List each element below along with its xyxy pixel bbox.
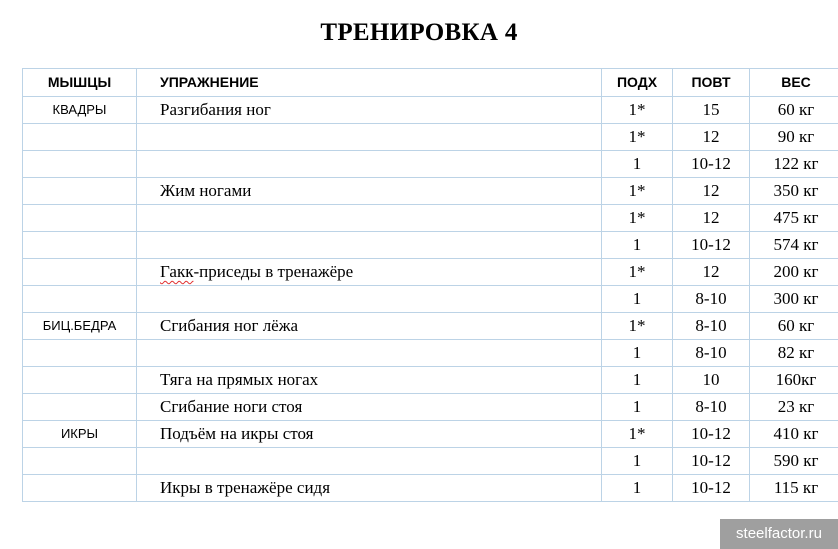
reps-cell: 8-10 — [673, 394, 750, 421]
sets-cell: 1* — [602, 97, 673, 124]
weight-cell: 160кг — [750, 367, 838, 394]
header-muscle: МЫШЦЫ — [23, 69, 137, 97]
reps-cell: 8-10 — [673, 286, 750, 313]
reps-cell: 12 — [673, 205, 750, 232]
sets-cell: 1 — [602, 475, 673, 502]
weight-cell: 23 кг — [750, 394, 838, 421]
muscle-cell — [23, 205, 137, 232]
exercise-cell: Подъём на икры стоя — [137, 421, 602, 448]
sets-cell: 1* — [602, 124, 673, 151]
exercise-cell: Разгибания ног — [137, 97, 602, 124]
table-row — [23, 367, 838, 394]
weight-cell: 475 кг — [750, 205, 838, 232]
exercise-cell — [137, 340, 602, 367]
table-row — [23, 124, 838, 151]
reps-cell: 10-12 — [673, 475, 750, 502]
exercise-cell: Сгибания ног лёжа — [137, 313, 602, 340]
muscle-cell — [23, 259, 137, 286]
exercise-cell — [137, 232, 602, 259]
reps-cell: 12 — [673, 259, 750, 286]
exercise-cell — [137, 124, 602, 151]
reps-cell: 10-12 — [673, 151, 750, 178]
exercise-text: -приседы в тренажёре — [193, 262, 354, 281]
sets-cell: 1 — [602, 151, 673, 178]
weight-cell: 410 кг — [750, 421, 838, 448]
exercise-cell — [137, 205, 602, 232]
table-row — [23, 394, 838, 421]
exercise-cell — [137, 448, 602, 475]
exercise-cell: Жим ногами — [137, 178, 602, 205]
exercise-cell — [137, 286, 602, 313]
muscle-cell: БИЦ.БЕДРА — [23, 313, 137, 340]
sets-cell: 1* — [602, 313, 673, 340]
muscle-cell — [23, 151, 137, 178]
weight-cell: 60 кг — [750, 97, 838, 124]
table-row — [23, 313, 838, 340]
sets-cell: 1* — [602, 421, 673, 448]
table-row — [23, 475, 838, 502]
weight-cell: 200 кг — [750, 259, 838, 286]
exercise-cell: Сгибание ноги стоя — [137, 394, 602, 421]
weight-cell: 300 кг — [750, 286, 838, 313]
sets-cell: 1* — [602, 178, 673, 205]
header-reps: ПОВТ — [673, 69, 750, 97]
sets-cell: 1 — [602, 394, 673, 421]
header-exercise: УПРАЖНЕНИЕ — [137, 69, 602, 97]
muscle-cell — [23, 448, 137, 475]
sets-cell: 1 — [602, 286, 673, 313]
muscle-cell — [23, 340, 137, 367]
exercise-cell: Тяга на прямых ногах — [137, 367, 602, 394]
table-row — [23, 151, 838, 178]
watermark-badge: steelfactor.ru — [720, 519, 838, 549]
muscle-cell — [23, 232, 137, 259]
reps-cell: 8-10 — [673, 313, 750, 340]
workout-table — [22, 68, 838, 502]
muscle-cell: КВАДРЫ — [23, 97, 137, 124]
weight-cell: 82 кг — [750, 340, 838, 367]
header-sets: ПОДХ — [602, 69, 673, 97]
exercise-cell — [137, 151, 602, 178]
table-row — [23, 286, 838, 313]
reps-cell: 10-12 — [673, 421, 750, 448]
sets-cell: 1 — [602, 367, 673, 394]
muscle-cell: ИКРЫ — [23, 421, 137, 448]
table-row — [23, 259, 838, 286]
spellcheck-word: Гакк — [160, 262, 194, 281]
exercise-cell: Икры в тренажёре сидя — [137, 475, 602, 502]
weight-cell: 350 кг — [750, 178, 838, 205]
muscle-cell — [23, 367, 137, 394]
header-weight: ВЕС — [750, 69, 838, 97]
page-title: ТРЕНИРОВКА 4 — [320, 19, 518, 46]
reps-cell: 8-10 — [673, 340, 750, 367]
muscle-cell — [23, 286, 137, 313]
table-row — [23, 421, 838, 448]
reps-cell: 10-12 — [673, 448, 750, 475]
reps-cell: 10 — [673, 367, 750, 394]
reps-cell: 12 — [673, 124, 750, 151]
weight-cell: 115 кг — [750, 475, 838, 502]
exercise-cell — [137, 259, 602, 286]
sets-cell: 1* — [602, 205, 673, 232]
sets-cell: 1 — [602, 340, 673, 367]
weight-cell: 122 кг — [750, 151, 838, 178]
weight-cell: 60 кг — [750, 313, 838, 340]
muscle-cell — [23, 394, 137, 421]
reps-cell: 12 — [673, 178, 750, 205]
table-row — [23, 178, 838, 205]
weight-cell: 574 кг — [750, 232, 838, 259]
table-row — [23, 448, 838, 475]
table-row — [23, 232, 838, 259]
weight-cell: 590 кг — [750, 448, 838, 475]
muscle-cell — [23, 178, 137, 205]
muscle-cell — [23, 124, 137, 151]
table-row — [23, 340, 838, 367]
weight-cell: 90 кг — [750, 124, 838, 151]
sets-cell: 1 — [602, 232, 673, 259]
table-row — [23, 97, 838, 124]
table-header-row — [23, 69, 838, 97]
table-row — [23, 205, 838, 232]
reps-cell: 10-12 — [673, 232, 750, 259]
sets-cell: 1* — [602, 259, 673, 286]
reps-cell: 15 — [673, 97, 750, 124]
muscle-cell — [23, 475, 137, 502]
sets-cell: 1 — [602, 448, 673, 475]
